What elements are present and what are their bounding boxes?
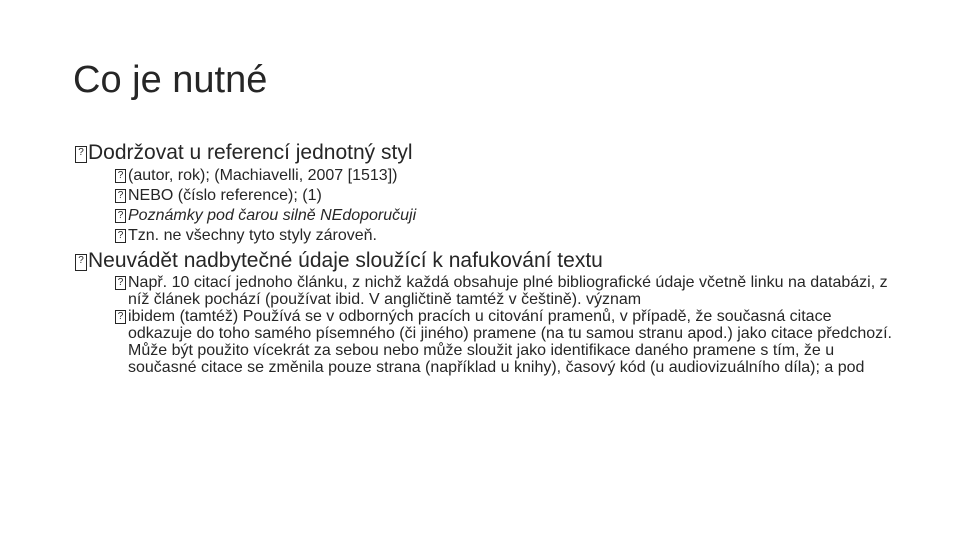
sub-bullet-text: NEBO (číslo reference); (1): [128, 187, 322, 204]
sub-bullet-text: Tzn. ne všechny tyto styly zároveň.: [128, 227, 377, 244]
missing-glyph-icon: ?: [115, 276, 126, 290]
sub-bullet-example-citations: [115, 274, 895, 308]
bullet-no-redundant-data: [75, 248, 895, 274]
missing-glyph-icon: ?: [115, 169, 126, 183]
bullet-text: Dodržovat u referencí jednotný styl: [88, 141, 413, 164]
slide-content: [75, 140, 895, 376]
sub-bullet-text: ibidem (tamtéž) Používá se v odborných pracích u citování pramenů, v případě, že současná citace odkazuje do toho samého písemného (či jiného) pramene (na tu samou stranu apod.) jako citace předchozí. Může být použito vícekrát za sebou nebo může sloužit jako identifikace daného pramene s tím, že u současné citace se změnila pouze strana (například u knihy), časový kód (u audiovizuálního díla); a pod: [128, 308, 892, 376]
sub-bullet-text: Poznámky pod čarou silně NEdoporučuji: [128, 207, 417, 224]
missing-glyph-icon: ?: [115, 189, 126, 203]
sub-bullet-text: (autor, rok); (Machiavelli, 2007 [1513]): [128, 167, 398, 184]
sub-bullet-not-all-styles: [115, 226, 895, 246]
sub-bullet-reference-number: [115, 186, 895, 206]
missing-glyph-icon: ?: [115, 209, 126, 223]
missing-glyph-icon: ?: [115, 229, 126, 243]
sub-bullet-ibidem: [115, 308, 895, 376]
missing-glyph-icon: ?: [115, 310, 126, 324]
sub-bullet-text: Např. 10 citací jednoho článku, z nichž každá obsahuje plné bibliografické údaje včetně linku na databázi, z níž článek pochází (používat ibid. V angličtině tamtéž v češtině). význam: [128, 274, 888, 308]
slide-title: Co je nutné: [73, 59, 268, 101]
bullet-text: Neuvádět nadbytečné údaje sloužící k nafukování textu: [88, 249, 603, 272]
sub-bullet-author-year: [115, 166, 895, 186]
missing-glyph-icon: ?: [75, 254, 87, 271]
sub-bullet-footnotes: [115, 206, 895, 226]
bullet-consistent-style: [75, 140, 895, 166]
missing-glyph-icon: ?: [75, 146, 87, 163]
